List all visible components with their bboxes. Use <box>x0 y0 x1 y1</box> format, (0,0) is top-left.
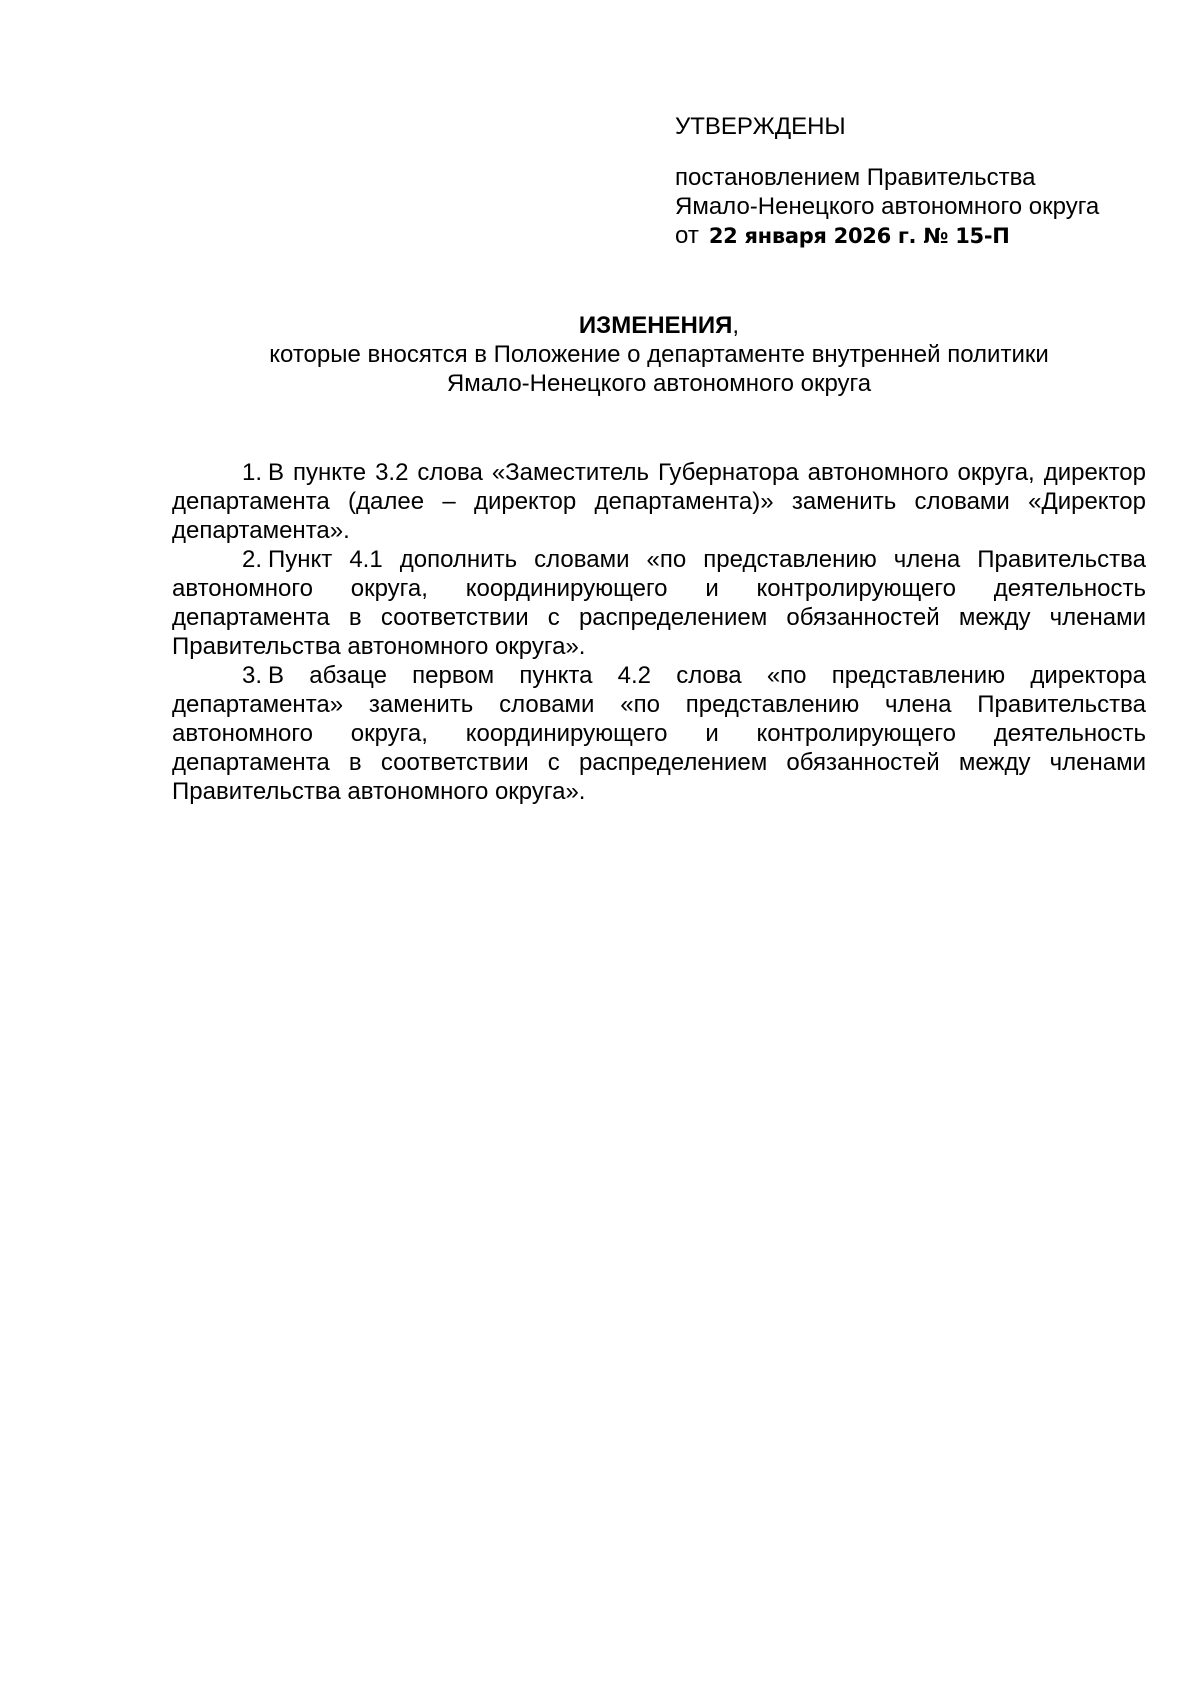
date-prefix: от <box>675 222 699 249</box>
title-heading-line <box>172 311 1146 340</box>
amendment-item <box>172 545 1146 661</box>
amendment-text: В пункте 3.2 слова «Заместитель Губернатора автономного округа, директор департамента (далее – директор департамента)» заменить словами «Директор департамента». <box>172 459 1146 544</box>
amendment-number: 1. <box>242 459 263 486</box>
approval-block <box>675 112 1175 251</box>
title-heading: ИЗМЕНЕНИЯ <box>578 312 733 339</box>
approval-date-line <box>675 221 1175 251</box>
title-line-1: которые вносятся в Положение о департаменте внутренней политики <box>269 341 1049 368</box>
amendment-text: В абзаце первом пункта 4.2 слова «по представлению директора департамента» заменить словами «по представлению члена Правительства автономного округа, координирующего и контролирующего деятельность департамента в соответствии с распределением обязанностей между членами Правительства автономного округа». <box>172 662 1146 805</box>
title-line-2: Ямало-Ненецкого автономного округа <box>446 370 872 397</box>
approval-heading: УТВЕРЖДЕНЫ <box>675 113 846 140</box>
title-heading-suffix: , <box>732 312 740 339</box>
approval-line-1: постановлением Правительства <box>675 164 1036 191</box>
amendment-number: 3. <box>242 662 263 689</box>
amendment-number: 2. <box>242 546 263 573</box>
amendments-list <box>172 458 1146 806</box>
approval-line-2: Ямало-Ненецкого автономного округа <box>675 193 1100 220</box>
date-value: 22 января 2026 г. № 15-П <box>708 224 1010 248</box>
title-block <box>172 311 1146 398</box>
amendment-item <box>172 458 1146 545</box>
amendment-text: Пункт 4.1 дополнить словами «по представлению члена Правительства автономного округа, координирующего и контролирующего деятельность департамента в соответствии с распределением обязанностей между членами Правительства автономного округа». <box>172 546 1146 660</box>
amendment-item <box>172 661 1146 806</box>
